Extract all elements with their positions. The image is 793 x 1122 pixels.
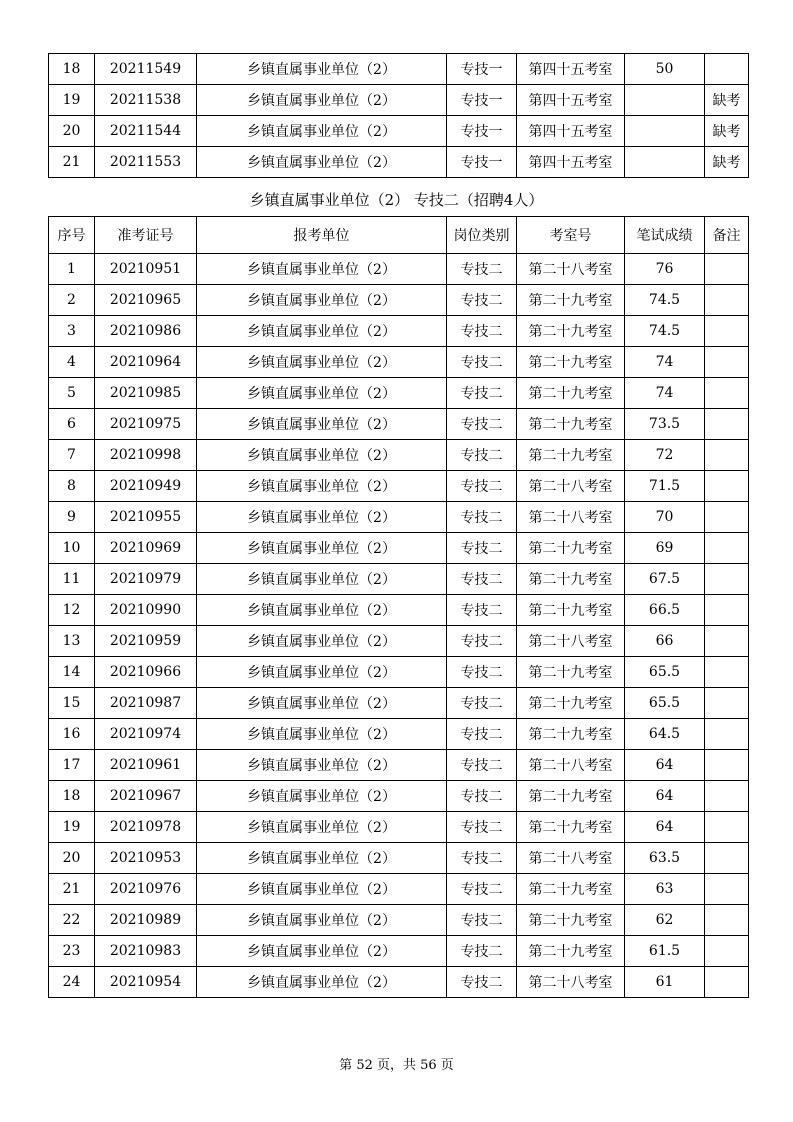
cell-seq: 7 — [49, 440, 95, 471]
cell-note — [705, 533, 749, 564]
table-row — [49, 502, 749, 533]
table-row — [49, 750, 749, 781]
cell-unit: 乡镇直属事业单位（2） — [197, 54, 447, 85]
cell-room: 第四十五考室 — [517, 85, 625, 116]
cell-note — [705, 688, 749, 719]
cell-unit: 乡镇直属事业单位（2） — [197, 285, 447, 316]
table-row — [49, 147, 749, 178]
page-footer — [0, 1054, 793, 1073]
table-row — [49, 626, 749, 657]
table-row — [49, 85, 749, 116]
cell-post: 专技二 — [447, 874, 517, 905]
cell-note — [705, 409, 749, 440]
cell-room: 第二十八考室 — [517, 471, 625, 502]
cell-exam-id: 20211553 — [95, 147, 197, 178]
table-row — [49, 116, 749, 147]
continued-results-table — [48, 53, 749, 178]
cell-unit: 乡镇直属事业单位（2） — [197, 147, 447, 178]
cell-post: 专技二 — [447, 471, 517, 502]
cell-post: 专技二 — [447, 688, 517, 719]
cell-score: 72 — [625, 440, 705, 471]
cell-score: 67.5 — [625, 564, 705, 595]
cell-exam-id: 20210959 — [95, 626, 197, 657]
cell-note — [705, 967, 749, 998]
cell-unit: 乡镇直属事业单位（2） — [197, 843, 447, 874]
table-row — [49, 905, 749, 936]
cell-seq: 21 — [49, 874, 95, 905]
cell-unit: 乡镇直属事业单位（2） — [197, 812, 447, 843]
cell-note — [705, 719, 749, 750]
cell-note — [705, 285, 749, 316]
table-row — [49, 967, 749, 998]
header-unit: 报考单位 — [197, 217, 447, 254]
table-row — [49, 409, 749, 440]
cell-post: 专技二 — [447, 378, 517, 409]
results-table — [48, 216, 749, 998]
cell-exam-id: 20210966 — [95, 657, 197, 688]
cell-room: 第二十九考室 — [517, 440, 625, 471]
cell-score: 61 — [625, 967, 705, 998]
table-row — [49, 936, 749, 967]
cell-seq: 19 — [49, 85, 95, 116]
table-row — [49, 285, 749, 316]
cell-exam-id: 20210964 — [95, 347, 197, 378]
cell-room: 第二十九考室 — [517, 936, 625, 967]
cell-exam-id: 20211549 — [95, 54, 197, 85]
cell-note — [705, 874, 749, 905]
cell-unit: 乡镇直属事业单位（2） — [197, 936, 447, 967]
cell-exam-id: 20210951 — [95, 254, 197, 285]
header-seq: 序号 — [49, 217, 95, 254]
header-note: 备注 — [705, 217, 749, 254]
cell-post: 专技二 — [447, 905, 517, 936]
cell-room: 第二十九考室 — [517, 409, 625, 440]
cell-score: 74 — [625, 378, 705, 409]
cell-score — [625, 147, 705, 178]
cell-exam-id: 20211544 — [95, 116, 197, 147]
page-number: 第 52 页，共 56 页 — [339, 1058, 454, 1073]
cell-exam-id: 20210953 — [95, 843, 197, 874]
cell-note — [705, 936, 749, 967]
cell-exam-id: 20210965 — [95, 285, 197, 316]
table-row — [49, 843, 749, 874]
cell-unit: 乡镇直属事业单位（2） — [197, 564, 447, 595]
cell-seq: 21 — [49, 147, 95, 178]
cell-score: 65.5 — [625, 688, 705, 719]
cell-post: 专技二 — [447, 564, 517, 595]
cell-exam-id: 20210955 — [95, 502, 197, 533]
cell-exam-id: 20210961 — [95, 750, 197, 781]
cell-room: 第二十九考室 — [517, 719, 625, 750]
cell-note — [705, 347, 749, 378]
cell-room: 第四十五考室 — [517, 116, 625, 147]
cell-exam-id: 20210949 — [95, 471, 197, 502]
cell-unit: 乡镇直属事业单位（2） — [197, 657, 447, 688]
cell-seq: 20 — [49, 843, 95, 874]
cell-seq: 6 — [49, 409, 95, 440]
cell-score: 76 — [625, 254, 705, 285]
cell-score: 64.5 — [625, 719, 705, 750]
cell-score: 64 — [625, 812, 705, 843]
cell-note — [705, 54, 749, 85]
cell-score — [625, 85, 705, 116]
cell-exam-id: 20210986 — [95, 316, 197, 347]
cell-room: 第二十九考室 — [517, 905, 625, 936]
cell-note — [705, 471, 749, 502]
cell-score: 73.5 — [625, 409, 705, 440]
cell-post: 专技一 — [447, 147, 517, 178]
cell-post: 专技二 — [447, 626, 517, 657]
cell-room: 第二十九考室 — [517, 781, 625, 812]
cell-seq: 10 — [49, 533, 95, 564]
cell-post: 专技二 — [447, 936, 517, 967]
cell-post: 专技二 — [447, 440, 517, 471]
cell-score: 70 — [625, 502, 705, 533]
table-row — [49, 595, 749, 626]
table-row — [49, 719, 749, 750]
cell-unit: 乡镇直属事业单位（2） — [197, 440, 447, 471]
table-row — [49, 688, 749, 719]
cell-post: 专技二 — [447, 316, 517, 347]
cell-seq: 17 — [49, 750, 95, 781]
cell-exam-id: 20210969 — [95, 533, 197, 564]
table-header-row — [49, 217, 749, 254]
cell-post: 专技二 — [447, 285, 517, 316]
cell-room: 第二十八考室 — [517, 967, 625, 998]
header-exam-id: 准考证号 — [95, 217, 197, 254]
cell-note — [705, 440, 749, 471]
cell-post: 专技二 — [447, 812, 517, 843]
cell-unit: 乡镇直属事业单位（2） — [197, 378, 447, 409]
table-row — [49, 812, 749, 843]
cell-unit: 乡镇直属事业单位（2） — [197, 874, 447, 905]
cell-room: 第二十九考室 — [517, 378, 625, 409]
cell-seq: 3 — [49, 316, 95, 347]
cell-seq: 4 — [49, 347, 95, 378]
cell-note: 缺考 — [705, 116, 749, 147]
cell-post: 专技二 — [447, 347, 517, 378]
cell-unit: 乡镇直属事业单位（2） — [197, 967, 447, 998]
cell-note — [705, 502, 749, 533]
cell-score: 65.5 — [625, 657, 705, 688]
cell-score: 69 — [625, 533, 705, 564]
cell-room: 第二十九考室 — [517, 812, 625, 843]
cell-note — [705, 564, 749, 595]
cell-unit: 乡镇直属事业单位（2） — [197, 347, 447, 378]
cell-seq: 18 — [49, 54, 95, 85]
cell-post: 专技二 — [447, 657, 517, 688]
table-row — [49, 657, 749, 688]
cell-unit: 乡镇直属事业单位（2） — [197, 471, 447, 502]
section-title: 乡镇直属事业单位（2） 专技二（招聘4人） — [249, 191, 544, 209]
cell-unit: 乡镇直属事业单位（2） — [197, 254, 447, 285]
header-score: 笔试成绩 — [625, 217, 705, 254]
table-row — [49, 564, 749, 595]
results-body — [49, 254, 749, 998]
cell-post: 专技一 — [447, 85, 517, 116]
cell-score: 71.5 — [625, 471, 705, 502]
cell-room: 第二十九考室 — [517, 595, 625, 626]
cell-exam-id: 20210985 — [95, 378, 197, 409]
cell-post: 专技二 — [447, 967, 517, 998]
cell-room: 第二十八考室 — [517, 750, 625, 781]
cell-unit: 乡镇直属事业单位（2） — [197, 750, 447, 781]
cell-score: 66.5 — [625, 595, 705, 626]
cell-exam-id: 20210976 — [95, 874, 197, 905]
cell-unit: 乡镇直属事业单位（2） — [197, 905, 447, 936]
cell-post: 专技二 — [447, 409, 517, 440]
table-row — [49, 254, 749, 285]
cell-note — [705, 316, 749, 347]
cell-post: 专技一 — [447, 54, 517, 85]
cell-unit: 乡镇直属事业单位（2） — [197, 533, 447, 564]
cell-seq: 22 — [49, 905, 95, 936]
cell-room: 第二十九考室 — [517, 657, 625, 688]
cell-exam-id: 20210990 — [95, 595, 197, 626]
cell-room: 第二十九考室 — [517, 688, 625, 719]
table-row — [49, 874, 749, 905]
table-row — [49, 781, 749, 812]
cell-room: 第二十九考室 — [517, 564, 625, 595]
cell-exam-id: 20210989 — [95, 905, 197, 936]
cell-post: 专技二 — [447, 719, 517, 750]
cell-room: 第二十八考室 — [517, 502, 625, 533]
cell-score — [625, 116, 705, 147]
cell-seq: 2 — [49, 285, 95, 316]
cell-note — [705, 812, 749, 843]
table-row — [49, 440, 749, 471]
cell-unit: 乡镇直属事业单位（2） — [197, 116, 447, 147]
cell-exam-id: 20211538 — [95, 85, 197, 116]
cell-exam-id: 20210954 — [95, 967, 197, 998]
cell-score: 63 — [625, 874, 705, 905]
cell-exam-id: 20210978 — [95, 812, 197, 843]
cell-note — [705, 595, 749, 626]
cell-seq: 19 — [49, 812, 95, 843]
cell-score: 64 — [625, 781, 705, 812]
cell-room: 第四十五考室 — [517, 54, 625, 85]
cell-unit: 乡镇直属事业单位（2） — [197, 85, 447, 116]
cell-note: 缺考 — [705, 147, 749, 178]
cell-seq: 11 — [49, 564, 95, 595]
cell-seq: 16 — [49, 719, 95, 750]
cell-seq: 5 — [49, 378, 95, 409]
cell-note — [705, 378, 749, 409]
header-post: 岗位类别 — [447, 217, 517, 254]
table-row — [49, 471, 749, 502]
cell-exam-id: 20210983 — [95, 936, 197, 967]
cell-room: 第四十五考室 — [517, 147, 625, 178]
cell-exam-id: 20210974 — [95, 719, 197, 750]
cell-post: 专技二 — [447, 781, 517, 812]
cell-seq: 23 — [49, 936, 95, 967]
cell-seq: 1 — [49, 254, 95, 285]
cell-room: 第二十九考室 — [517, 347, 625, 378]
cell-score: 50 — [625, 54, 705, 85]
cell-seq: 18 — [49, 781, 95, 812]
cell-unit: 乡镇直属事业单位（2） — [197, 502, 447, 533]
cell-unit: 乡镇直属事业单位（2） — [197, 595, 447, 626]
continued-results-body — [49, 54, 749, 178]
cell-exam-id: 20210998 — [95, 440, 197, 471]
cell-seq: 20 — [49, 116, 95, 147]
cell-room: 第二十九考室 — [517, 285, 625, 316]
cell-unit: 乡镇直属事业单位（2） — [197, 316, 447, 347]
cell-score: 74.5 — [625, 285, 705, 316]
cell-note — [705, 626, 749, 657]
cell-post: 专技二 — [447, 843, 517, 874]
cell-note — [705, 843, 749, 874]
cell-post: 专技二 — [447, 533, 517, 564]
cell-seq: 8 — [49, 471, 95, 502]
cell-exam-id: 20210987 — [95, 688, 197, 719]
cell-unit: 乡镇直属事业单位（2） — [197, 719, 447, 750]
cell-note — [705, 254, 749, 285]
cell-room: 第二十九考室 — [517, 533, 625, 564]
cell-seq: 24 — [49, 967, 95, 998]
table-row — [49, 533, 749, 564]
table-row — [49, 316, 749, 347]
cell-score: 66 — [625, 626, 705, 657]
cell-exam-id: 20210979 — [95, 564, 197, 595]
cell-note — [705, 657, 749, 688]
cell-score: 74.5 — [625, 316, 705, 347]
cell-unit: 乡镇直属事业单位（2） — [197, 409, 447, 440]
cell-seq: 15 — [49, 688, 95, 719]
cell-unit: 乡镇直属事业单位（2） — [197, 781, 447, 812]
cell-unit: 乡镇直属事业单位（2） — [197, 688, 447, 719]
cell-room: 第二十九考室 — [517, 874, 625, 905]
cell-score: 61.5 — [625, 936, 705, 967]
table-row — [49, 378, 749, 409]
header-room: 考室号 — [517, 217, 625, 254]
cell-room: 第二十八考室 — [517, 254, 625, 285]
cell-seq: 13 — [49, 626, 95, 657]
cell-score: 64 — [625, 750, 705, 781]
cell-unit: 乡镇直属事业单位（2） — [197, 626, 447, 657]
table-row — [49, 347, 749, 378]
cell-exam-id: 20210975 — [95, 409, 197, 440]
cell-room: 第二十八考室 — [517, 626, 625, 657]
table-row — [49, 54, 749, 85]
cell-post: 专技二 — [447, 750, 517, 781]
cell-note: 缺考 — [705, 85, 749, 116]
cell-score: 62 — [625, 905, 705, 936]
cell-seq: 14 — [49, 657, 95, 688]
cell-seq: 9 — [49, 502, 95, 533]
cell-post: 专技二 — [447, 595, 517, 626]
cell-post: 专技二 — [447, 502, 517, 533]
cell-post: 专技二 — [447, 254, 517, 285]
cell-room: 第二十九考室 — [517, 316, 625, 347]
cell-exam-id: 20210967 — [95, 781, 197, 812]
cell-note — [705, 781, 749, 812]
cell-post: 专技一 — [447, 116, 517, 147]
cell-room: 第二十八考室 — [517, 843, 625, 874]
cell-score: 74 — [625, 347, 705, 378]
cell-seq: 12 — [49, 595, 95, 626]
cell-score: 63.5 — [625, 843, 705, 874]
cell-note — [705, 905, 749, 936]
cell-note — [705, 750, 749, 781]
